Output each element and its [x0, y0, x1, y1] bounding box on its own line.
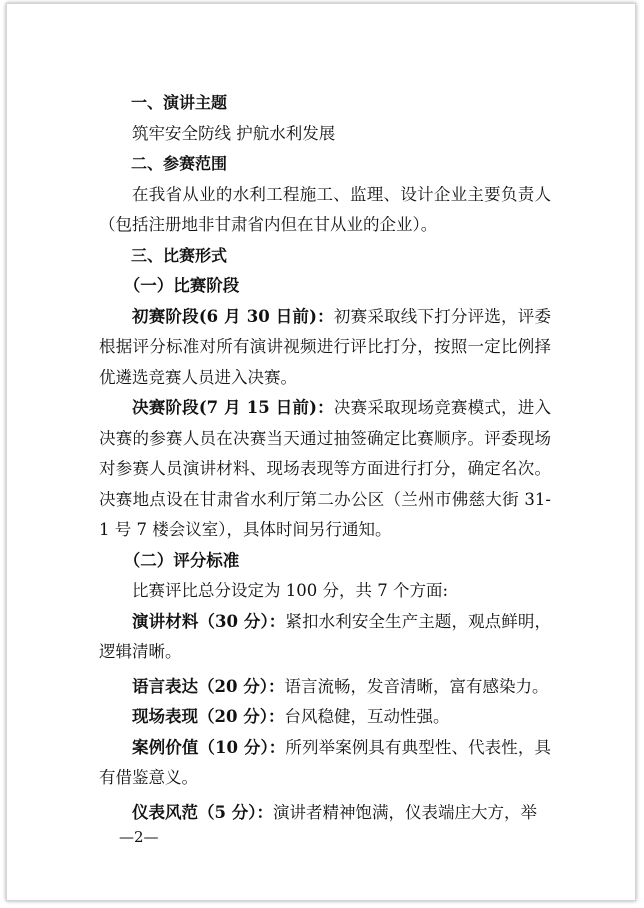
criterion-case-text: 所列举案例具有典型性、代表性，具有借鉴意义。: [99, 737, 551, 787]
page-number: —2—: [119, 828, 159, 846]
prelim-label: 初赛阶段(6 月 30 日前)：: [132, 306, 334, 326]
criterion-language-text: 语言流畅，发音清晰，富有感染力。: [284, 676, 549, 696]
document-page: [6, 3, 636, 901]
section-heading-theme: 一、演讲主题: [131, 93, 228, 112]
criterion-language: [99, 672, 551, 703]
criterion-performance: [99, 702, 551, 733]
prelim-text: 初赛采取线下打分评选，评委根据评分标准对所有演讲视频进行评比打分，按照一定比例择优遴选竞赛人员进入决赛。: [99, 306, 551, 387]
section-heading-format: 三、比赛形式: [131, 245, 228, 265]
criterion-demeanor: [99, 798, 551, 829]
prelim-paragraph: [99, 302, 551, 394]
criterion-language-label: 语言表达（20 分）：: [132, 676, 285, 696]
scope-text: 在我省从业的水利工程施工、监理、设计企业主要负责人（包括注册地非甘肃省内但在甘从业的企业）。: [99, 184, 551, 234]
theme-text: 筑牢安全防线 护航水利发展: [132, 123, 336, 143]
criterion-material-text: 紧扣水利安全生产主题，观点鲜明，逻辑清晰。: [99, 611, 551, 661]
criterion-performance-label: 现场表现（20 分）：: [132, 707, 285, 726]
criterion-case-label: 案例价值（10 分）：: [132, 737, 286, 757]
criterion-demeanor-label: 仪表风范（5 分）：: [132, 802, 273, 822]
criterion-demeanor-text: 演讲者精神饱满，仪表端庄大方，举: [272, 802, 537, 822]
criterion-material-label: 演讲材料（30 分）：: [132, 611, 286, 631]
criterion-case: [99, 733, 551, 794]
final-label: 决赛阶段(7 月 15 日前)：: [132, 398, 334, 417]
final-text: 决赛采取现场竞赛模式，进入决赛的参赛人员在决赛当天通过抽签确定比赛顺序。评委现场对参赛人员演讲材料、现场表现等方面进行打分，确定名次。决赛地点设在甘肃省水利厅第二办公区（兰州市佛慈大街 31-1 号 7 楼会议室），具体时间另行通知。: [99, 398, 551, 539]
criterion-material: [99, 607, 551, 668]
criteria-intro: 比赛评比总分设定为 100 分，共 7 个方面:: [132, 581, 449, 600]
section-heading-scope: 二、参赛范围: [131, 154, 228, 173]
final-paragraph: [99, 393, 551, 546]
document-body: [99, 88, 551, 828]
criterion-performance-text: 台风稳健，互动性强。: [284, 707, 450, 726]
subheading-stages: （一）比赛阶段: [123, 276, 240, 295]
subheading-criteria: （二）评分标准: [123, 550, 240, 570]
